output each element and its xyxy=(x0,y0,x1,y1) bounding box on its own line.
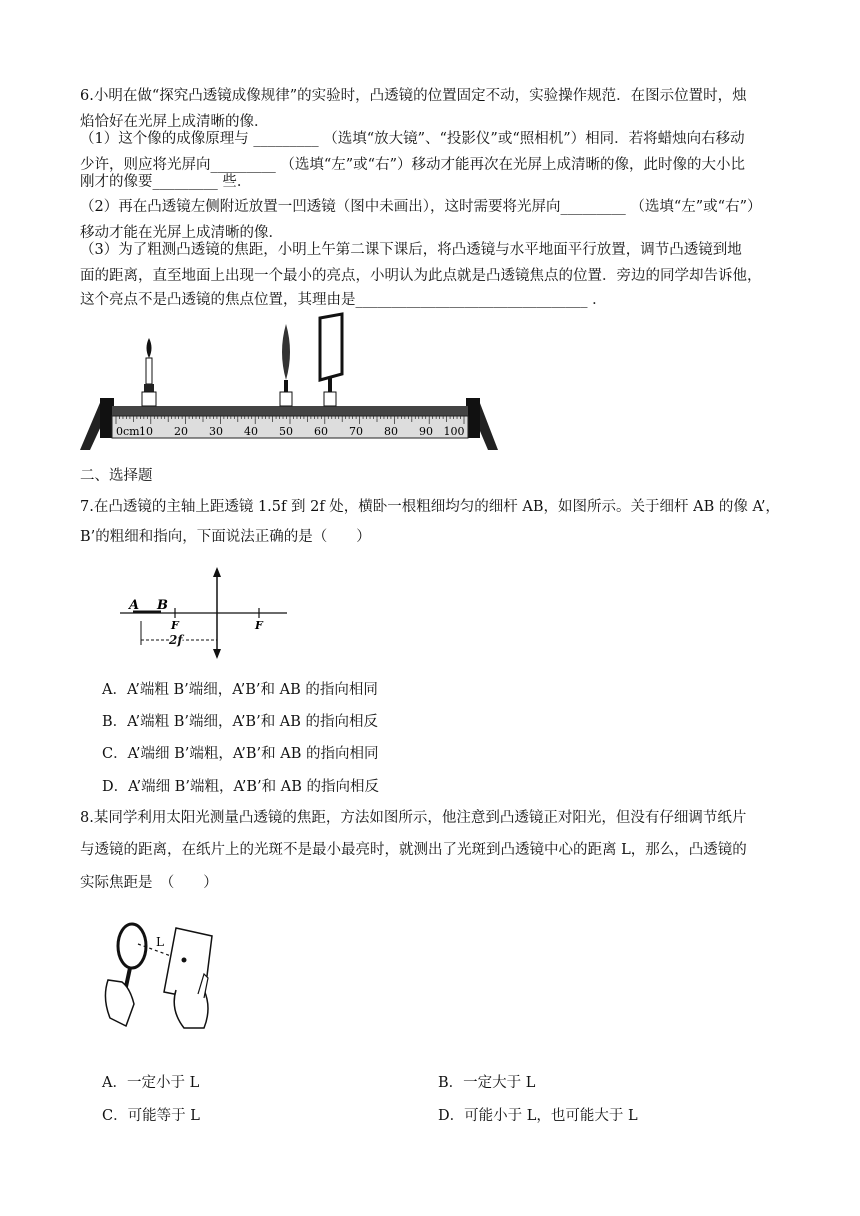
optical-bench-figure xyxy=(80,310,500,460)
q8-option-a[interactable]: A．一定小于 L xyxy=(102,1075,200,1091)
lens-arrow-bottom xyxy=(213,649,221,659)
ruler-label: 60 xyxy=(314,425,328,438)
ruler-label: 20 xyxy=(174,425,188,438)
ruler-label: 100 xyxy=(443,425,465,438)
q7-line-2: B’的粗细和指向，下面说法正确的是（ ） xyxy=(80,529,371,545)
q7-option-d[interactable]: D．A’端细 B’端粗，A’B’和 AB 的指向相反 xyxy=(102,779,380,795)
lens-arrow-top xyxy=(213,567,221,577)
section-title: 二、选择题 xyxy=(80,468,153,484)
ruler-label: 80 xyxy=(384,425,398,438)
q6-line-9: 面的距离，直至地面上出现一个最小的亮点，小明认为此点就是凸透镜焦点的位置．旁边的同学却告诉他， xyxy=(80,268,762,284)
q6-line-10: 这个亮点不是凸透镜的焦点位置，其理由是________________________________ ． xyxy=(80,292,607,308)
q8-magnifier-figure xyxy=(100,918,230,1033)
q6-line-3: （1）这个像的成像原理与 _________ （选填“放大镜”、“投影仪”或“照相机”）相同．若将蜡烛向右移动 xyxy=(80,131,745,147)
label-a: A xyxy=(129,598,140,613)
q6-line-6: （2）再在凸透镜左侧附近放置一凹透镜（图中未画出），这时需要将光屏向_________ （选填“左”或“右”） xyxy=(80,199,762,215)
q6-line-1: 6.小明在做“探究凸透镜成像规律”的实验时，凸透镜的位置固定不动，实验操作规范．在图示位置时，烛 xyxy=(80,88,747,104)
q6-line-5: 刚才的像要_________ 些． xyxy=(80,174,252,190)
convex-lens xyxy=(280,324,292,406)
q7-option-b[interactable]: B．A’端粗 B’端细，A’B’和 AB 的指向相反 xyxy=(102,714,379,730)
ruler-label: 40 xyxy=(244,425,258,438)
ruler-unit-label: 0cm xyxy=(116,425,140,438)
label-l: L xyxy=(156,935,164,949)
magnifying-lens xyxy=(118,924,146,968)
label-f-right: F xyxy=(255,619,263,632)
q8-line-1: 8.某同学利用太阳光测量凸透镜的焦距，方法如图所示，他注意到凸透镜正对阳光，但没有仔细调节纸片 xyxy=(80,810,747,826)
light-screen xyxy=(320,314,342,406)
q7-option-a[interactable]: A．A’端粗 B’端细，A’B’和 AB 的指向相同 xyxy=(102,682,378,698)
label-f-left: F xyxy=(171,619,179,632)
label-2f: 2f xyxy=(169,633,183,647)
q6-line-4: 少许，则应将光屏向_________ （选填“左”或“右”）移动才能再次在光屏上成清晰的像，此时像的大小比 xyxy=(80,157,746,173)
light-spot xyxy=(182,958,187,963)
q6-line-2: 焰恰好在光屏上成清晰的像． xyxy=(80,114,269,130)
bench-rail xyxy=(112,406,468,416)
q8-line-2: 与透镜的距离，在纸片上的光斑不是最小最亮时，就测出了光斑到凸透镜中心的距离 L，那么，凸透镜的 xyxy=(80,842,747,858)
candle xyxy=(142,338,156,406)
ruler-label: 90 xyxy=(419,425,433,438)
q8-option-d[interactable]: D．可能小于 L，也可能大于 L xyxy=(438,1108,638,1124)
q7-lens-diagram xyxy=(115,565,295,660)
ruler-label: 70 xyxy=(349,425,363,438)
q6-line-7: 移动才能在光屏上成清晰的像． xyxy=(80,225,283,241)
q8-option-b[interactable]: B．一定大于 L xyxy=(438,1075,536,1091)
ruler-label: 10 xyxy=(139,425,153,438)
label-b: B xyxy=(157,598,168,613)
ruler-label: 30 xyxy=(209,425,223,438)
q8-option-c[interactable]: C．可能等于 L xyxy=(102,1108,200,1124)
left-hand xyxy=(105,980,134,1026)
q7-option-c[interactable]: C．A’端细 B’端粗，A’B’和 AB 的指向相同 xyxy=(102,746,379,762)
q7-line-1: 7.在凸透镜的主轴上距透镜 1.5f 到 2f 处，横卧一根粗细均匀的细杆 AB，如图所示。关于细杆 AB 的像 A’， xyxy=(80,499,780,515)
q8-line-3: 实际焦距是 （ ） xyxy=(80,875,218,891)
q6-line-8: （3）为了粗测凸透镜的焦距，小明上午第二课下课后，将凸透镜与水平地面平行放置，调节凸透镜到地 xyxy=(80,242,742,258)
ruler-label: 50 xyxy=(279,425,293,438)
